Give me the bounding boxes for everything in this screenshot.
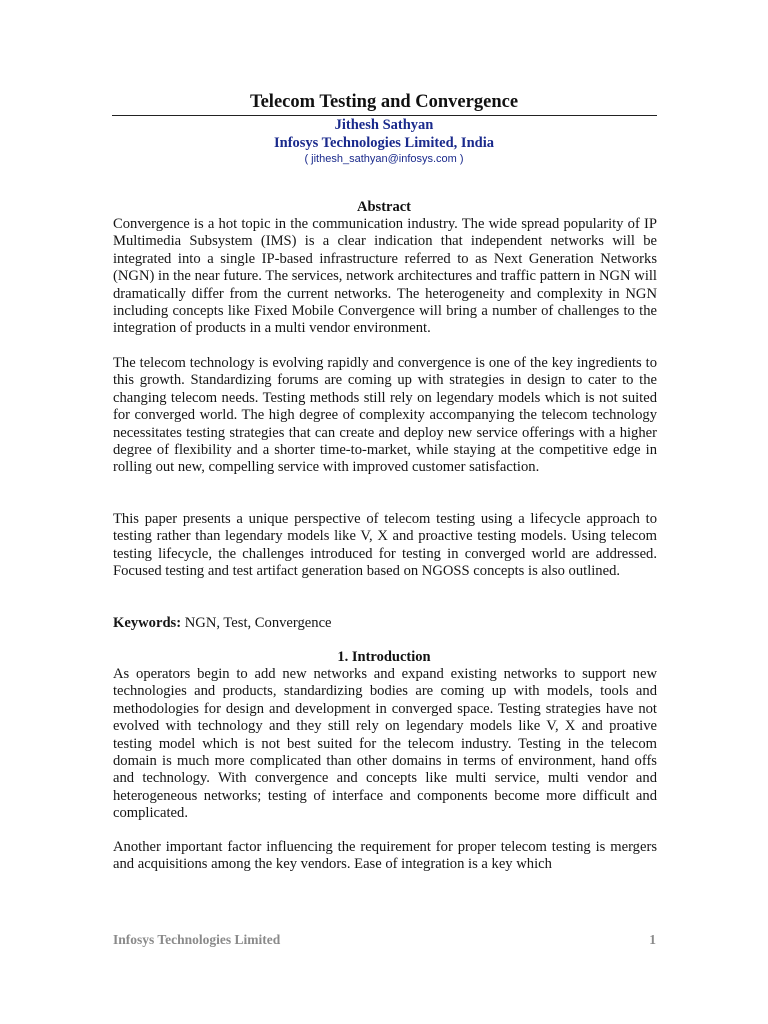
author-email: ( jithesh_sathyan@infosys.com ) xyxy=(304,153,464,165)
paper-title: Telecom Testing and Convergence xyxy=(249,92,519,112)
author-name: Jithesh Sathyan xyxy=(334,117,434,133)
abstract-paragraph-2: The telecom technology is evolving rapidly and convergence is one of the key ingredients to this growth. Standardizing forums are coming up with strategies in design to cater to the changing telecom needs. Testing methods still rely on legendary models which is not suited for converged world. The high degree of complexity accompanying the telecom technology necessitates testing strategies that can create and deploy new service offerings with a higher degree of flexibility and a shorter time-to-market, while staying at the competitive edge in rolling out new, compelling service with improved customer satisfaction. xyxy=(113,355,657,476)
page-number: 1 xyxy=(649,932,656,947)
abstract-heading: Abstract xyxy=(357,199,411,215)
introduction-paragraph-1: As operators begin to add new networks and expand existing networks to support new technologies and products, standardizing bodies are coming up with models, tools and methodologies for design and development in converged space. Testing strategies have not evolved with technology and they still rely on legendary models like V, X and proative testing model which is not best suited for the telecom industry. Testing in the telecom domain is much more complicated than other domains in terms of environment, hand offs and technology. With convergence and concepts like multi service, multi vendor and heterogeneous networks; testing of interface and components become more difficult and complicated. xyxy=(113,666,657,822)
abstract-paragraph-1: Convergence is a hot topic in the communication industry. The wide spread popularity of IP Multimedia Subsystem (IMS) is a clear indication that independent networks will be integrated into a single IP-based infrastructure referred to as Next Generation Networks (NGN) in the near future. The services, network architectures and traffic pattern in NGN will dramatically differ from the current networks. The heterogeneity and complexity in NGN including concepts like Fixed Mobile Convergence will bring a number of challenges to the integration of products in a multi vendor environment. xyxy=(113,216,657,337)
keywords-value: NGN, Test, Convergence xyxy=(181,615,332,631)
author-affiliation: Infosys Technologies Limited, India xyxy=(274,135,494,151)
introduction-heading: 1. Introduction xyxy=(337,649,431,665)
keywords-label: Keywords: xyxy=(113,615,182,631)
footer-company: Infosys Technologies Limited xyxy=(113,932,281,947)
keywords-line xyxy=(113,615,657,632)
introduction-paragraph-2: Another important factor influencing the requirement for proper telecom testing is mergers and acquisitions among the key vendors. Ease of integration is a key which xyxy=(113,839,657,873)
abstract-paragraph-3: This paper presents a unique perspective of telecom testing using a lifecycle approach to testing rather than legendary models like V, X and proactive testing models. Using telecom testing lifecycle, the challenges introduced for testing in converged world are addressed. Focused testing and test artifact generation based on NGOSS concepts is also outlined. xyxy=(113,511,657,580)
